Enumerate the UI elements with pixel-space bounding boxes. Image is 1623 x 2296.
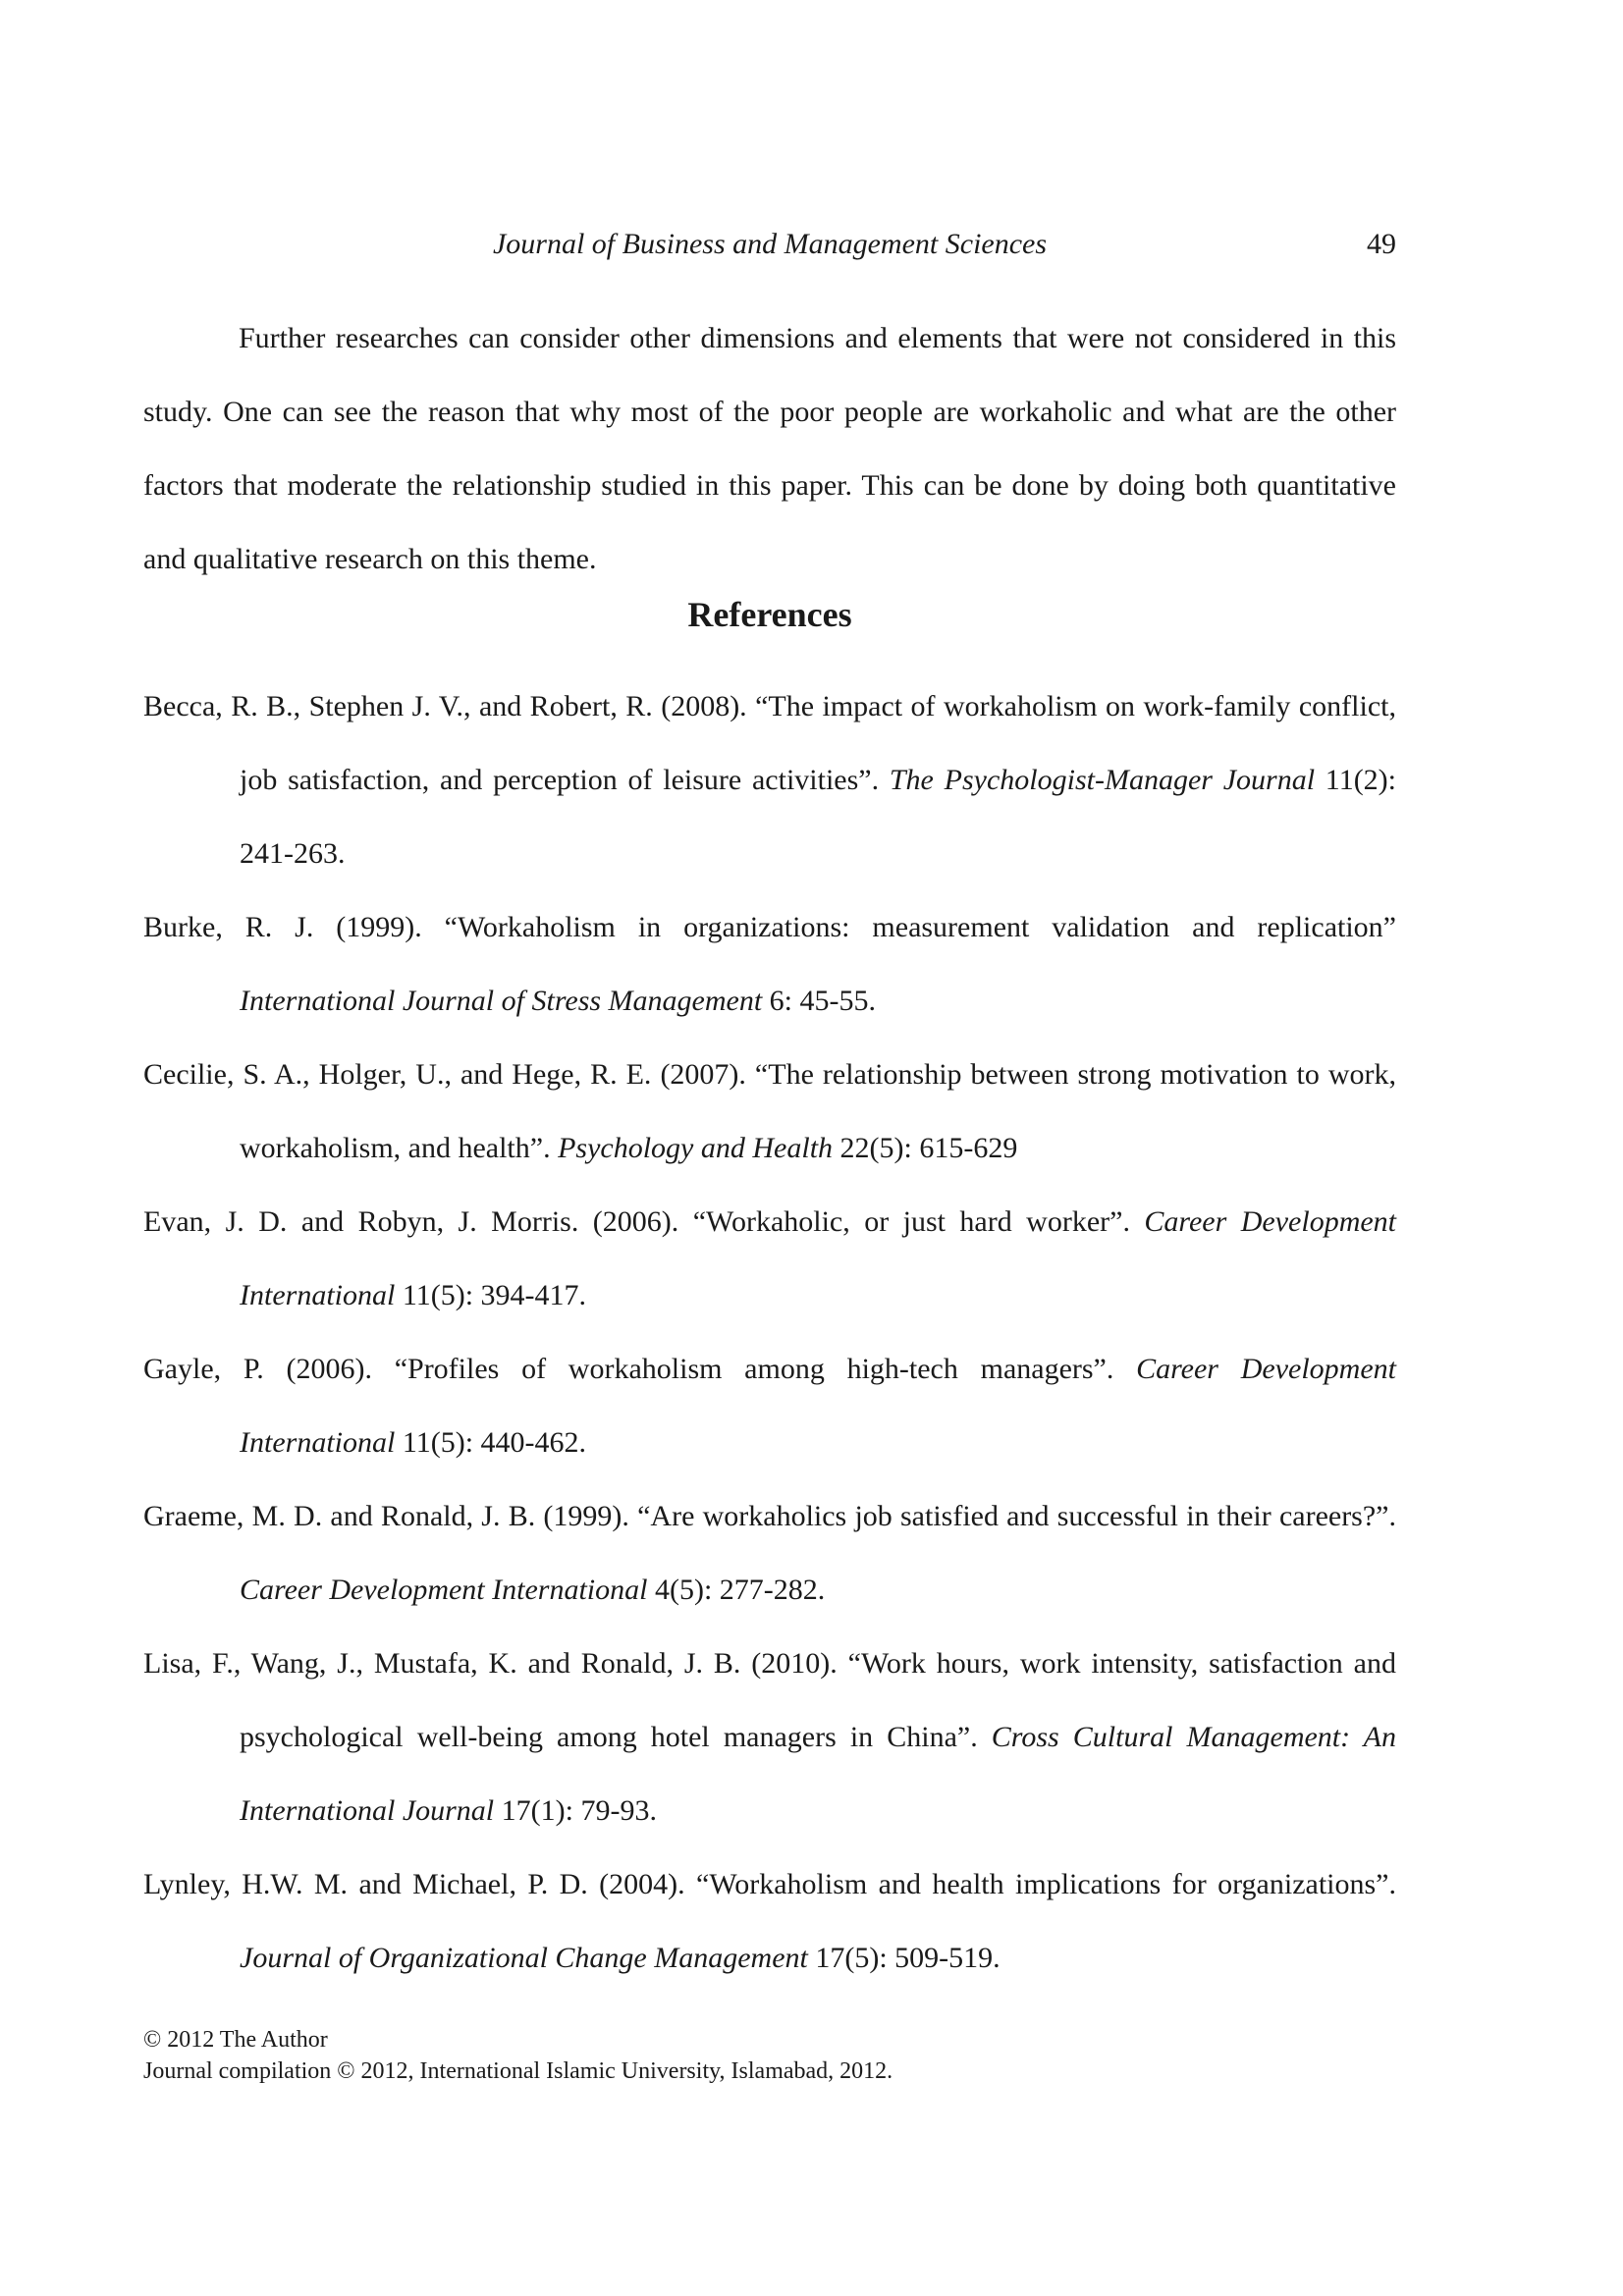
reference-journal: International Journal of Stress Management [240, 985, 763, 1017]
reference-journal: Cross Cultural Management: An International Journal [240, 1721, 1396, 1827]
reference-entry [143, 1479, 1396, 1627]
reference-citation: Burke, R. J. (1999). “Workaholism in organizations: measurement validation and replication” [143, 911, 1396, 943]
reference-journal: Career Development International [240, 1353, 1396, 1459]
references-heading: References [687, 595, 852, 634]
reference-citation: Becca, R. B., Stephen J. V., and Robert, R. (2008). “The impact of workaholism on work-family conflict, job satisfaction, and perception of leisure activities”. [143, 690, 1396, 796]
reference-entry [143, 1185, 1396, 1332]
reference-journal: Career Development International [240, 1205, 1397, 1311]
page-footer [143, 2024, 1396, 2087]
reference-citation: Graeme, M. D. and Ronald, J. B. (1999). “Are workaholics job satisfied and successful in their careers?”. [143, 1500, 1396, 1532]
reference-volume: 17(1): 79-93. [494, 1794, 657, 1827]
reference-citation: Evan, J. D. and Robyn, J. Morris. (2006). “Workaholic, or just hard worker”. [143, 1205, 1145, 1238]
reference-volume: 11(2): 241-263. [240, 764, 1397, 870]
reference-entry [143, 1847, 1396, 1995]
reference-citation: Lynley, H.W. M. and Michael, P. D. (2004). “Workaholism and health implications for organizations”. [143, 1868, 1396, 1900]
reference-citation: Lisa, F., Wang, J., Mustafa, K. and Ronald, J. B. (2010). “Work hours, work intensity, satisfaction and psychological well-being among hotel managers in China”. [143, 1647, 1396, 1753]
running-head [143, 228, 1396, 273]
reference-volume: 22(5): 615-629 [833, 1132, 1018, 1164]
reference-volume: 11(5): 394-417. [395, 1279, 587, 1311]
reference-journal: Psychology and Health [558, 1132, 834, 1164]
reference-citation: Cecilie, S. A., Holger, U., and Hege, R. E. (2007). “The relationship between strong motivation to work, workaholism, and health”. [143, 1058, 1396, 1164]
references-list [143, 669, 1396, 1995]
reference-volume: 17(5): 509-519. [807, 1942, 1001, 1974]
reference-volume: 6: 45-55. [762, 985, 876, 1017]
reference-citation: Gayle, P. (2006). “Profiles of workaholism among high-tech managers”. [143, 1353, 1137, 1385]
reference-journal: Career Development International [240, 1574, 648, 1606]
reference-journal: Journal of Organizational Change Management [240, 1942, 808, 1974]
reference-volume: 4(5): 277-282. [647, 1574, 826, 1606]
reference-entry [143, 1332, 1396, 1479]
page-number: 49 [1367, 228, 1396, 260]
journal-title: Journal of Business and Management Sciences [492, 228, 1048, 260]
reference-entry [143, 1038, 1396, 1185]
reference-entry [143, 890, 1396, 1038]
journal-compilation-line: Journal compilation © 2012, International Islamic University, Islamabad, 2012. [143, 2058, 893, 2084]
reference-volume: 11(5): 440-462. [395, 1426, 587, 1459]
copyright-line: © 2012 The Author [143, 2027, 328, 2053]
body-paragraph: Further researches can consider other dimensions and elements that were not considered in this study. One can see the reason that why most of the poor people are workaholic and what are the other factors that moderate the relationship studied in this paper. This can be done by doing both quantitative and qualitative research on this theme. [143, 322, 1396, 575]
reference-entry [143, 1627, 1396, 1847]
reference-entry [143, 669, 1396, 890]
reference-journal: The Psychologist-Manager Journal [889, 764, 1316, 796]
